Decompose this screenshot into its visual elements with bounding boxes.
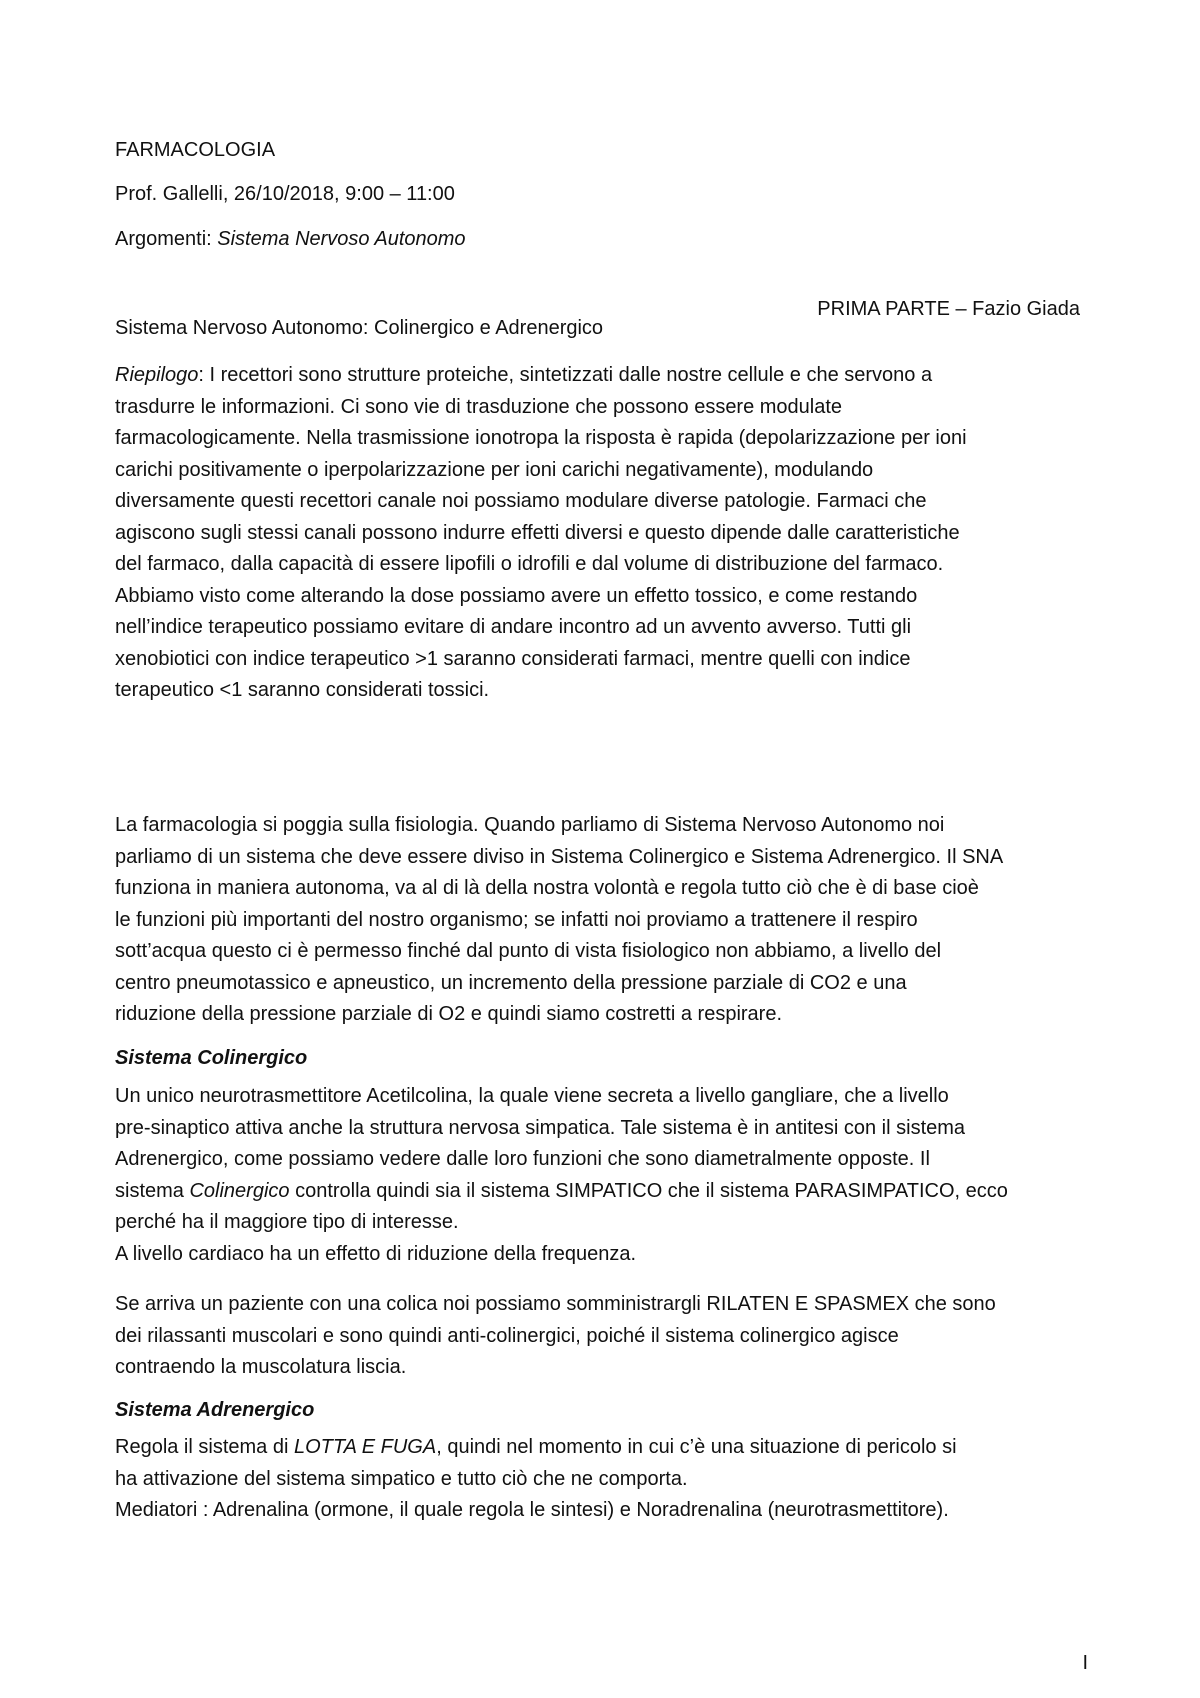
adrenergico-line: Mediatori : Adrenalina (ormone, il quale regola le sintesi) e Noradrenalina (neurotrasmettitore). <box>115 1499 949 1521</box>
summary-line: Abbiamo visto come alterando la dose possiamo avere un effetto tossico, e come restando <box>115 584 918 607</box>
colinergico-line: sistema Colinergico controlla quindi sia il sistema SIMPATICO che il sistema PARASIMPATICO, ecco <box>115 1179 1008 1202</box>
summary-line: terapeutico <1 saranno considerati tossici. <box>115 679 490 701</box>
adrenergico-line: Regola il sistema di LOTTA E FUGA, quindi nel momento in cui c’è una situazione di pericolo si <box>115 1436 957 1458</box>
adrenergico-heading: Sistema Adrenergico <box>115 1399 315 1421</box>
intro-line: sott’acqua questo ci è permesso finché dal punto di vista fisiologico non abbiamo, a livello del <box>115 940 942 962</box>
colinergico-paragraph <box>115 1081 1095 1270</box>
colinergico-line: dei rilassanti muscolari e sono quindi anti-colinergici, poiché il sistema colinergico agisce <box>115 1324 899 1347</box>
intro-line: riduzione della pressione parziale di O2 e quindi siamo costretti a respirare. <box>115 1003 783 1025</box>
colinergico-line: Adrenergico, come possiamo vedere dalle loro funzioni che sono diametralmente opposte. Il <box>115 1148 930 1170</box>
adrenergico-line: ha attivazione del sistema simpatico e tutto ciò che ne comporta. <box>115 1467 688 1490</box>
intro-line: parliamo di un sistema che deve essere diviso in Sistema Colinergico e Sistema Adrenergico. Il SNA <box>115 845 1004 868</box>
summary-line: diversamente questi recettori canale noi possiamo modulare diverse patologie. Farmaci che <box>115 490 927 512</box>
lecture-info: Prof. Gallelli, 26/10/2018, 9:00 – 11:00 <box>115 183 455 205</box>
summary-label: Riepilogo <box>115 364 199 386</box>
colinergico-line: A livello cardiaco ha un effetto di riduzione della frequenza. <box>115 1242 637 1265</box>
topic-label: Argomenti: <box>115 228 218 250</box>
summary-line: trasdurre le informazioni. Ci sono vie di trasduzione che possono essere modulate <box>115 395 843 418</box>
part-author: PRIMA PARTE – Fazio Giada <box>817 298 1080 320</box>
colinergico-heading: Sistema Colinergico <box>115 1047 308 1069</box>
colinergico-line: Se arriva un paziente con una colica noi possiamo somministrargli RILATEN E SPASMEX che sono <box>115 1293 996 1315</box>
summary-line: nell’indice terapeutico possiamo evitare di andare incontro ad un avvento avverso. Tutti gli <box>115 616 912 638</box>
colinergico-paragraph-2 <box>115 1289 1095 1384</box>
summary-line: carichi positivamente o iperpolarizzazione per ioni carichi negativamente), modulando <box>115 458 874 481</box>
summary-line: Riepilogo: I recettori sono strutture proteiche, sintetizzati dalle nostre cellule e che servono a <box>115 364 933 386</box>
document-title: FARMACOLOGIA <box>115 139 276 161</box>
topic-value: Sistema Nervoso Autonomo <box>217 228 466 250</box>
summary-line: del farmaco, dalla capacità di essere lipofili o idrofili e dal volume di distribuzione del farmaco. <box>115 553 944 575</box>
colinergico-line: contraendo la muscolatura liscia. <box>115 1356 407 1378</box>
colinergico-line: Un unico neurotrasmettitore Acetilcolina, la quale viene secreta a livello gangliare, che a livello <box>115 1085 949 1107</box>
intro-line: funziona in maniera autonoma, va al di là della nostra volontà e regola tutto ciò che è di base cioè <box>115 877 979 899</box>
intro-paragraph <box>115 810 1095 1031</box>
summary-paragraph <box>115 360 1095 707</box>
summary-line: xenobiotici con indice terapeutico >1 saranno considerati farmaci, mentre quelli con indice <box>115 647 911 670</box>
topic-line <box>115 224 1095 256</box>
colinergico-line: perché ha il maggiore tipo di interesse. <box>115 1211 459 1233</box>
summary-line: agiscono sugli stessi canali possono indurre effetti diversi e questo dipende dalle caratteristiche <box>115 521 960 544</box>
summary-line: farmacologicamente. Nella trasmissione ionotropa la risposta è rapida (depolarizzazione per ioni <box>115 427 967 449</box>
adrenergico-paragraph <box>115 1432 1095 1527</box>
section-title: Sistema Nervoso Autonomo: Colinergico e Adrenergico <box>115 317 604 339</box>
intro-line: La farmacologia si poggia sulla fisiologia. Quando parliamo di Sistema Nervoso Autonomo noi <box>115 814 945 836</box>
colinergico-line: pre-sinaptico attiva anche la struttura nervosa simpatica. Tale sistema è in antitesi con il sistema <box>115 1116 966 1139</box>
intro-line: le funzioni più importanti del nostro organismo; se infatti noi proviamo a trattenere il respiro <box>115 908 918 931</box>
page-number: I <box>1082 1652 1088 1674</box>
intro-line: centro pneumotassico e apneustico, un incremento della pressione parziale di CO2 e una <box>115 971 907 994</box>
